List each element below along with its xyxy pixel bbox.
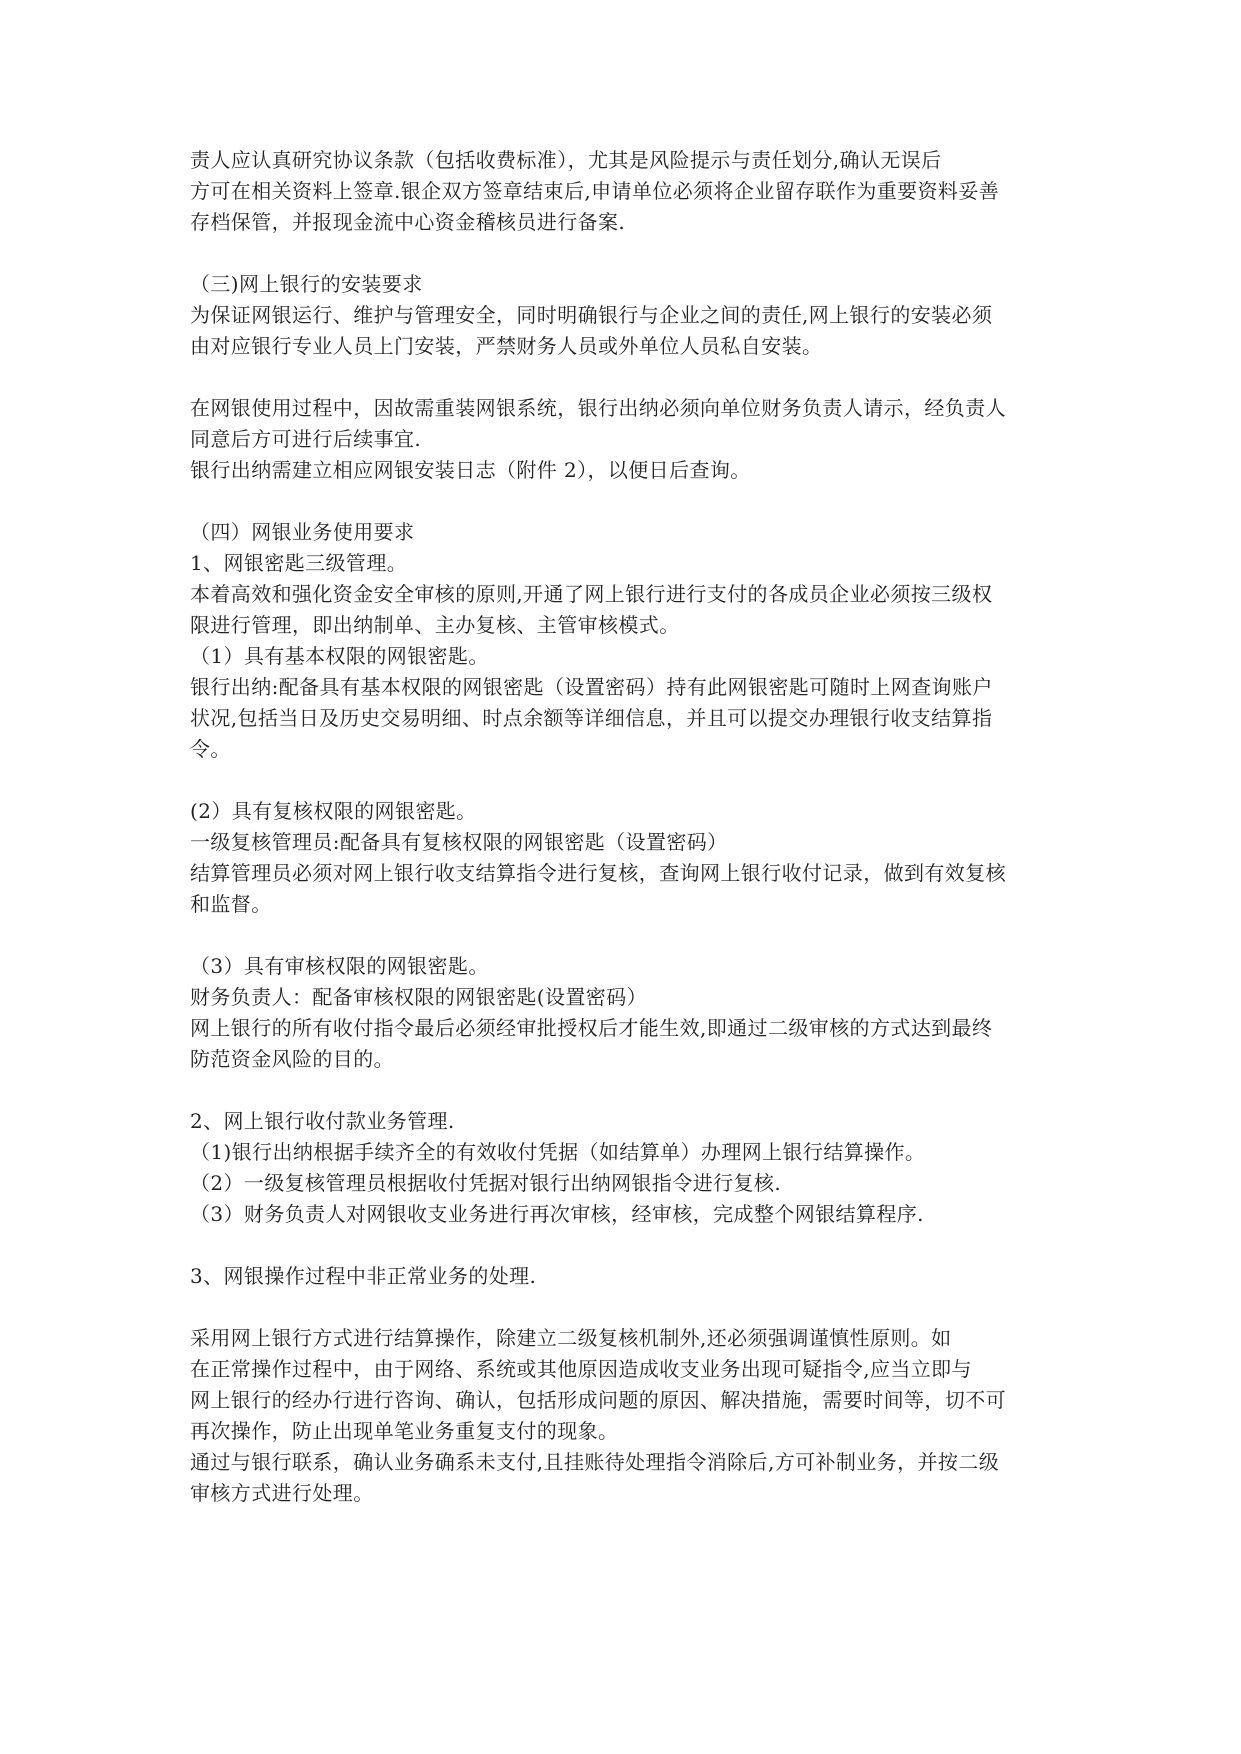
text-line: 采用网上银行方式进行结算操作，除建立二级复核机制外,还必须强调谨慎性原则。如 <box>190 1326 952 1350</box>
text-line: （三)网上银行的安装要求 <box>190 272 423 296</box>
text-line: 结算管理员必须对网上银行收支结算指令进行复核，查询网上银行收付记录，做到有效复核 <box>190 861 1006 885</box>
text-line: 存档保管，并报现金流中心资金稽核员进行备案. <box>190 210 626 234</box>
text-line: （3）财务负责人对网银收支业务进行再次审核，经审核，完成整个网银结算程序. <box>190 1202 924 1226</box>
text-line: 3、网银操作过程中非正常业务的处理. <box>190 1264 537 1288</box>
text-line: 网上银行的所有收付指令最后必须经审批授权后才能生效,即通过二级审核的方式达到最终 <box>190 1016 993 1040</box>
text-line: 在正常操作过程中，由于网络、系统或其他原因造成收支业务出现可疑指令,应当立即与 <box>190 1357 972 1381</box>
text-line: 方可在相关资料上签章.银企双方签章结束后,申请单位必须将企业留存联作为重要资料妥善 <box>190 179 1000 203</box>
text-line: 状况,包括当日及历史交易明细、时点余额等详细信息，并且可以提交办理银行收支结算指 <box>190 706 993 730</box>
blank-line <box>190 238 1070 269</box>
blank-line <box>190 1075 1070 1106</box>
text-line: 审核方式进行处理。 <box>190 1481 374 1505</box>
text-line: 令。 <box>190 737 231 761</box>
text-line: 限进行管理，即出纳制单、主办复核、主管审核模式。 <box>190 613 680 637</box>
text-line: 在网银使用过程中，因故需重装网银系统，银行出纳必须向单位财务负责人请示，经负责人 <box>190 396 1006 420</box>
text-line: 同意后方可进行后续事宜. <box>190 427 422 451</box>
text-line: 银行出纳:配备具有基本权限的网银密匙（设置密码）持有此网银密匙可随时上网查询账户 <box>190 675 993 699</box>
text-line: 再次操作，防止出现单笔业务重复支付的现象。 <box>190 1419 619 1443</box>
text-line: 网上银行的经办行进行咨询、确认，包括形成问题的原因、解决措施，需要时间等，切不可 <box>190 1388 1006 1412</box>
text-line: （1）具有基本权限的网银密匙。 <box>190 644 489 668</box>
text-line: 银行出纳需建立相应网银安装日志（附件 2），以便日后查询。 <box>190 458 751 482</box>
blank-line <box>190 362 1070 393</box>
text-line: 和监督。 <box>190 892 272 916</box>
text-line: 防范资金风险的目的。 <box>190 1047 394 1071</box>
text-line: 1、网银密匙三级管理。 <box>190 551 408 575</box>
text-line: （3）具有审核权限的网银密匙。 <box>190 954 489 978</box>
text-line: （1)银行出纳根据手续齐全的有效收付凭据（如结算单）办理网上银行结算操作。 <box>190 1140 926 1164</box>
text-line: 通过与银行联系，确认业务确系未支付,且挂账待处理指令消除后,方可补制业务，并按二级 <box>190 1450 1000 1474</box>
text-line: （2）一级复核管理员根据收付凭据对银行出纳网银指令进行复核. <box>190 1171 782 1195</box>
text-line: 责人应认真研究协议条款（包括收费标准），尤其是风险提示与责任划分,确认无误后 <box>190 148 942 172</box>
blank-line <box>190 920 1070 951</box>
text-line: 为保证网银运行、维护与管理安全，同时明确银行与企业之间的责任,网上银行的安装必须 <box>190 303 993 327</box>
text-line: （四）网银业务使用要求 <box>190 520 415 544</box>
text-line: (2）具有复核权限的网银密匙。 <box>190 799 477 823</box>
text-line: 由对应银行专业人员上门安装，严禁财务人员或外单位人员私自安装。 <box>190 334 823 358</box>
text-line: 本着高效和强化资金安全审核的原则,开通了网上银行进行支付的各成员企业必须按三级权 <box>190 582 993 606</box>
blank-line <box>190 765 1070 796</box>
blank-line <box>190 1230 1070 1261</box>
blank-line <box>190 486 1070 517</box>
text-line: 2、网上银行收付款业务管理. <box>190 1109 455 1133</box>
text-line: 一级复核管理员:配备具有复核权限的网银密匙（设置密码） <box>190 830 728 854</box>
text-line: 财务负责人：配备审核权限的网银密匙(设置密码） <box>190 985 648 1009</box>
blank-line <box>190 1292 1070 1323</box>
document-body <box>190 145 1070 1509</box>
